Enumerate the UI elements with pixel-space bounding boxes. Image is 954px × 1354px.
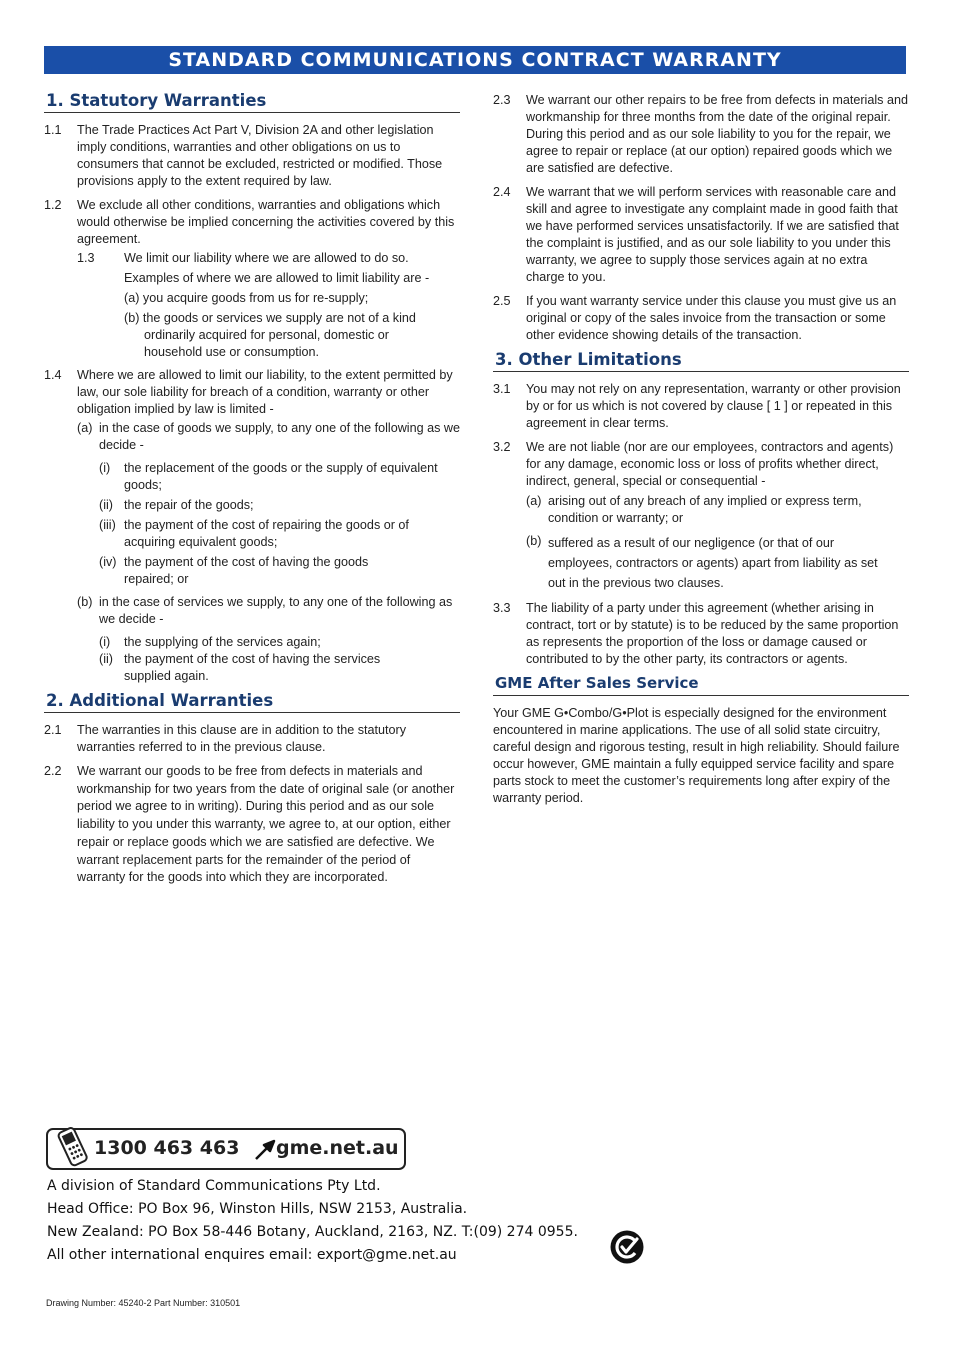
clause-number: 2.1 xyxy=(44,723,62,737)
clause-text: We limit our liability where we are allowed to do so. xyxy=(124,251,409,265)
sub-label: (ii) xyxy=(99,652,113,666)
phone-number: 1300 463 463 xyxy=(94,1137,240,1159)
website-link[interactable]: gme.net.au xyxy=(276,1137,399,1159)
clause-text: Where we are allowed to limit our liability, to the extent permitted by law, our sole liability for breach of a condition, warranty or other obligation implied by law is limited - xyxy=(77,368,453,416)
clause-2-3 xyxy=(493,92,909,177)
clause-text: The liability of a party under this agreement (whether arising in contract, tort or by statute) is to be reduced by the same proportion as represents the proportion of the loss or damage caused or contributed to by the other party, its contractors or agents. xyxy=(526,601,899,666)
sub-label: (iii) xyxy=(99,518,116,532)
section-heading-additional: 2. Additional Warranties xyxy=(44,692,460,713)
clause-text: If you want warranty service under this clause you must give us an original or copy of the sales invoice from the transaction or some other evidence showing details of the transaction. xyxy=(526,294,897,342)
sub-label: (b) xyxy=(77,595,93,609)
clause-text: The Trade Practices Act Part V, Division 2A and other legislation imply conditions, warranties and other obligations on us to consumers that cannot be excluded, restricted or modified. Those provisions apply to the extent required by law. xyxy=(77,123,443,188)
clause-text: You may not rely on any representation, warranty or other provision by or for us which is not covered by clause [ 1 ] or repeated in this agreement in clear terms. xyxy=(526,382,901,430)
clause-text: We warrant that we will perform services with reasonable care and skill and agree to investigate any complaint made in good faith that we have performed services unsatisfactorily. If we are satisfied that the complaint is justified, and as our sole liability to you under this warranty, we agree to supply those services again at no extra charge to you. xyxy=(526,185,899,284)
arrow-icon xyxy=(254,1139,276,1161)
sub-label: (iv) xyxy=(99,555,117,569)
clause-1-3 xyxy=(44,250,460,361)
sub-label: (a) xyxy=(526,494,542,508)
section-heading-other-limitations: 3. Other Limitations xyxy=(493,351,909,372)
clause-2-4 xyxy=(493,184,909,286)
clause-number: 3.3 xyxy=(493,601,511,615)
clause-number: 2.4 xyxy=(493,185,511,199)
clause-number: 3.1 xyxy=(493,382,511,396)
clause-3-3 xyxy=(493,600,909,668)
address-line: All other international enquires email: export@gme.net.au xyxy=(47,1247,457,1263)
clause-1-1 xyxy=(44,122,460,190)
c-tick-mark-icon xyxy=(610,1230,644,1264)
sub-text: the payment of the cost of having the services supplied again. xyxy=(124,652,381,683)
sub-text: in the case of services we supply, to any one of the following as we decide - xyxy=(99,595,453,626)
clause-number: 1.3 xyxy=(77,251,95,265)
sub-label: (i) xyxy=(99,635,111,649)
clause-3-1 xyxy=(493,381,909,432)
clause-number: 2.5 xyxy=(493,294,511,308)
clause-number: 2.3 xyxy=(493,93,511,107)
clause-1-4 xyxy=(44,367,460,418)
drawing-number: Drawing Number: 45240-2 Part Number: 310501 xyxy=(46,1298,241,1308)
after-sales-text: Your GME G•Combo/G•Plot is especially designed for the environment encountered in marine applications. The use of all solid state circuitry, careful design and rigorous testing, result in high reliability. Should failure occur however, GME maintain a fully equipped service facility and spare parts stock to meet the customer’s requirements long after expiry of the warranty period. xyxy=(493,706,900,805)
address-line: New Zealand: PO Box 58-446 Botany, Auckland, 2163, NZ. T:(09) 274 0955. xyxy=(47,1224,578,1240)
clause-sub-item: (b) the goods or services we supply are not of a kind ordinarily acquired for personal, domestic or household use or consumption. xyxy=(124,311,416,359)
clause-number: 1.1 xyxy=(44,123,62,137)
clause-text: We warrant our goods to be free from defects in materials and workmanship for two years from the date of original sale (or another period we agree to in writing). During this period and as our sole liability to you under this warranty, we agree to, at our option, either repair or replace goods which we are satisfied are defective. We warrant replacement parts for the remainder of the period of warranty for the goods into which they are incorporated. xyxy=(77,764,455,885)
section-heading-after-sales: GME After Sales Service xyxy=(493,675,909,696)
contact-box xyxy=(46,1128,406,1170)
clause-2-5 xyxy=(493,293,909,344)
clause-number: 1.4 xyxy=(44,368,62,382)
clause-text: We exclude all other conditions, warranties and obligations which would otherwise be implied concerning the activities covered by this agreement. xyxy=(77,198,455,246)
sub-label: (b) xyxy=(526,534,542,548)
clause-text: We warrant our other repairs to be free from defects in materials and workmanship for three months from the date of the original repair. During this period and as our sole liability to you for the repair, we agree to repair or replace (at our option) repaired goods which we are satisfied are defective. xyxy=(526,93,908,175)
sub-text: in the case of goods we supply, to any one of the following as we decide - xyxy=(99,421,461,452)
clause-text: The warranties in this clause are in addition to the statutory warranties referred to in the previous clause. xyxy=(77,723,407,754)
company-address xyxy=(47,1175,578,1267)
clause-number: 1.2 xyxy=(44,198,62,212)
sub-text: suffered as a result of our negligence (or that of our employees, contractors or agents) apart from liability as set out in the previous two clauses. xyxy=(548,536,878,590)
sub-text: the supplying of the services again; xyxy=(124,635,321,649)
sub-text: the replacement of the goods or the supply of equivalent goods; xyxy=(124,461,438,492)
clause-text: We are not liable (nor are our employees, contractors and agents) for any damage, economic loss or loss of profits whether direct, indirect, general, special or consequential - xyxy=(526,440,894,488)
sub-label: (a) xyxy=(77,421,93,435)
sub-text: the repair of the goods; xyxy=(124,498,254,512)
page-banner: STANDARD COMMUNICATIONS CONTRACT WARRANTY xyxy=(44,46,906,74)
address-line: A division of Standard Communications Pty Ltd. xyxy=(47,1178,381,1194)
right-column xyxy=(493,92,909,807)
clause-2-2 xyxy=(44,763,460,887)
sub-text: the payment of the cost of having the goods repaired; or xyxy=(124,555,369,586)
left-column xyxy=(44,92,460,894)
clause-number: 3.2 xyxy=(493,440,511,454)
clause-3-2 xyxy=(493,439,909,490)
clause-1-2 xyxy=(44,197,460,248)
clause-sub-item: (a) you acquire goods from us for re-supply; xyxy=(124,291,369,305)
sub-text: arising out of any breach of any implied or express term, condition or warranty; or xyxy=(548,494,862,525)
clause-1-4-subitems xyxy=(44,420,460,685)
sub-label: (ii) xyxy=(99,498,113,512)
clause-3-2-subitems xyxy=(493,493,909,593)
clause-2-1 xyxy=(44,722,460,756)
mobile-phone-icon xyxy=(54,1124,94,1168)
sub-label: (i) xyxy=(99,461,111,475)
sub-text: the payment of the cost of repairing the goods or of acquiring equivalent goods; xyxy=(124,518,409,549)
clause-examples: Examples of where we are allowed to limit liability are - xyxy=(124,271,430,285)
clause-number: 2.2 xyxy=(44,764,62,778)
address-line: Head Office: PO Box 96, Winston Hills, NSW 2153, Australia. xyxy=(47,1201,468,1217)
section-heading-statutory: 1. Statutory Warranties xyxy=(44,92,460,113)
